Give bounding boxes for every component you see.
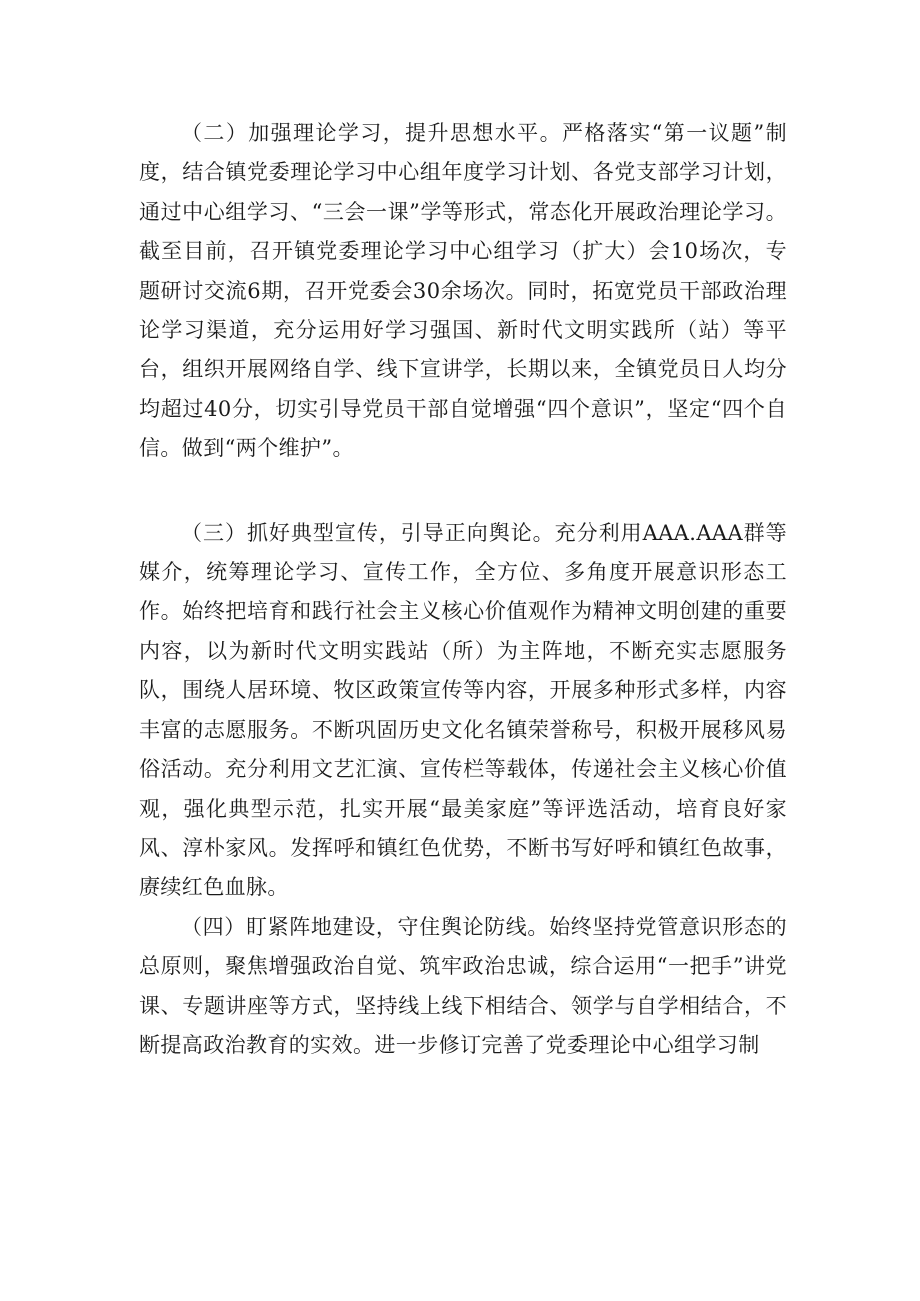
- paragraph-section-2: （二）加强理论学习，提升思想水平。严格落实“第一议题”制度，结合镇党委理论学习中心组年度学习计划、各党支部学习计划，通过中心组学习、“三会一课”学等形式，常态化开展政治理论学习。截至目前，召开镇党委理论学习中心组学习（扩大）会10场次，专题研讨交流6期，召开党委会30余场次。同时，拓宽党员干部政治理论学习渠道，充分运用好学习强国、新时代文明实践所（站）等平台，组织开展网络自学、线下宣讲学，长期以来，全镇党员日人均分均超过40分，切实引导党员干部自觉增强“四个意识”，坚定“四个自信。做到“两个维护”。: [139, 121, 787, 461]
- paragraph-section-3: （三）抓好典型宣传，引导正向舆论。充分利用AAA.AAA群等媒介，统筹理论学习、宣传工作，全方位、多角度开展意识形态工作。始终把培育和践行社会主义核心价值观作为精神文明创建的重要内容，以为新时代文明实践站（所）为主阵地，不断充实志愿服务队，围绕人居环境、牧区政策宣传等内容，开展多种形式多样，内容丰富的志愿服务。不断巩固历史文化名镇荣誉称号，积极开展移风易俗活动。充分利用文艺汇演、宣传栏等载体，传递社会主义核心价值观，强化典型示范，扎实开展“最美家庭”等评选活动，培育良好家风、淳朴家风。发挥呼和镇红色优势，不断书写好呼和镇红色故事，赓续红色血脉。: [139, 520, 787, 900]
- paragraph-section-4: （四）盯紧阵地建设，守住舆论防线。始终坚持党管意识形态的总原则，聚焦增强政治自觉、筑牢政治忠诚，综合运用“一把手”讲党课、专题讲座等方式，坚持线上线下相结合、领学与自学相结合，不断提高政治教育的实效。进一步修订完善了党委理论中心组学习制: [139, 914, 787, 1057]
- document-body: [139, 114, 787, 1065]
